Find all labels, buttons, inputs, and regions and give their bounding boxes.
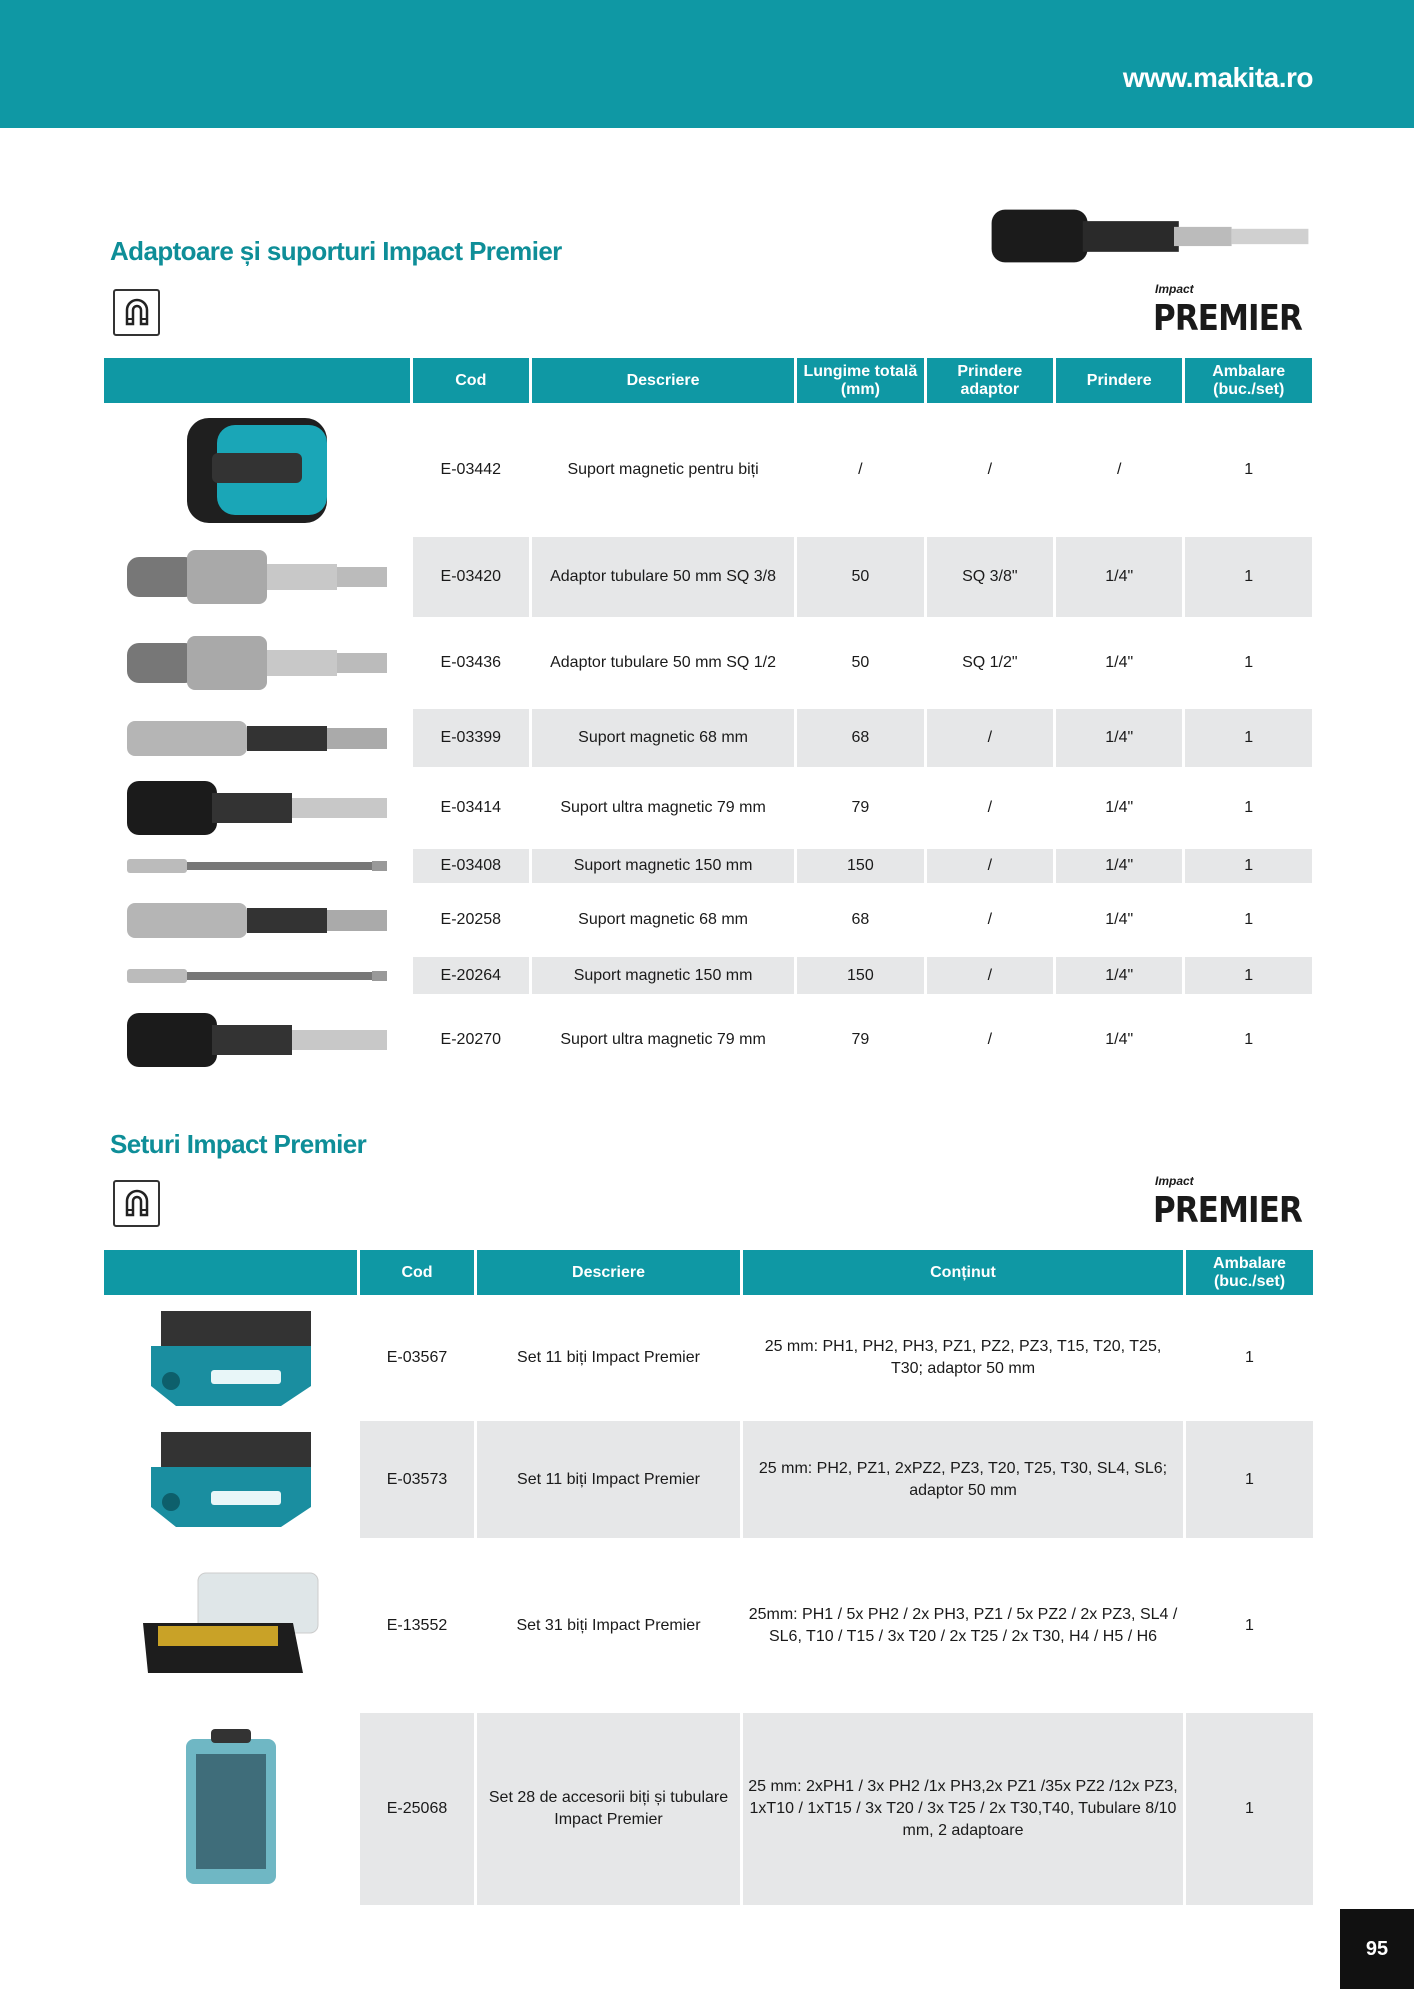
product-image-cell xyxy=(104,849,410,883)
impact-premier-logo: Impact PREMIER xyxy=(1153,1174,1302,1231)
sets-table xyxy=(101,1246,1316,1909)
cell-cod: E-03567 xyxy=(386,1349,448,1366)
col-continut: Conținut xyxy=(743,1250,1183,1295)
table-row xyxy=(104,621,1312,705)
cell-ambalare: 1 xyxy=(1245,1616,1254,1634)
cell-ambalare: 1 xyxy=(1244,799,1254,816)
cell-descriere: Set 31 biți Impact Premier xyxy=(516,1616,701,1634)
col-cod: Cod xyxy=(413,358,529,403)
cell-continut: 25 mm: PH1, PH2, PH3, PZ1, PZ2, PZ3, T15, T20, T25, T30; adaptor 50 mm xyxy=(764,1338,1162,1377)
cell-descriere: Set 11 biți Impact Premier xyxy=(517,1349,700,1366)
cell-lungime: 79 xyxy=(851,799,870,816)
cell-prindere: 1/4" xyxy=(1056,709,1182,767)
cell-lungime: / xyxy=(858,461,863,478)
cell-descriere: Suport ultra magnetic 79 mm xyxy=(560,1031,766,1048)
cell-prindere_adaptor: SQ 1/2" xyxy=(962,654,1018,671)
cell-descriere: Suport magnetic 68 mm xyxy=(532,709,794,767)
cell-prindere: 1/4" xyxy=(1105,1031,1134,1048)
magnet-icon xyxy=(113,1180,160,1227)
table-row xyxy=(104,849,1312,883)
website-link[interactable]: www.makita.ro xyxy=(1122,62,1313,93)
product-image-cell xyxy=(104,1421,357,1538)
col-ambalare: Ambalare (buc./set) xyxy=(1186,1250,1313,1295)
cell-cod: E-03573 xyxy=(360,1421,474,1538)
cell-prindere_adaptor: / xyxy=(927,849,1053,883)
cell-descriere: Suport ultra magnetic 79 mm xyxy=(560,799,766,816)
cell-ambalare: 1 xyxy=(1244,654,1254,671)
col-ambalare: Ambalare (buc./set) xyxy=(1185,358,1312,403)
cell-cod: E-20258 xyxy=(440,911,502,928)
magnetic-holder-image xyxy=(182,413,332,528)
product-image-cell xyxy=(104,1299,357,1417)
product-image-cell xyxy=(104,1713,357,1905)
page-number: 95 xyxy=(1340,1909,1414,1989)
table-row xyxy=(104,1542,1313,1709)
cell-prindere: 1/4" xyxy=(1056,537,1182,617)
impact-premier-logo: Impact PREMIER xyxy=(1153,282,1302,339)
cell-prindere_adaptor: / xyxy=(987,799,993,816)
cell-cod: E-03436 xyxy=(440,654,502,671)
table-row xyxy=(104,1713,1313,1905)
product-image-cell xyxy=(104,537,410,617)
section-title-sets: Seturi Impact Premier xyxy=(110,1129,367,1159)
ultra-holder-hero-image xyxy=(985,200,1315,272)
product-image-cell xyxy=(104,771,410,845)
product-image-cell xyxy=(104,407,410,533)
ultra-holder-image xyxy=(127,1010,387,1070)
cell-cod: E-25068 xyxy=(360,1713,474,1905)
cell-cod: E-03399 xyxy=(413,709,529,767)
cell-lungime: 68 xyxy=(797,709,923,767)
cell-cod: E-20270 xyxy=(440,1031,502,1048)
cell-prindere_adaptor: / xyxy=(927,957,1053,994)
col-prindere: Prindere xyxy=(1056,358,1182,403)
cell-descriere: Adaptor tubulare 50 mm SQ 3/8 xyxy=(532,537,794,617)
cell-lungime: 50 xyxy=(797,537,923,617)
product-image-cell xyxy=(104,998,410,1082)
table-row xyxy=(104,887,1312,953)
product-image-cell xyxy=(104,957,410,994)
table-row xyxy=(104,957,1312,994)
cell-ambalare: 1 xyxy=(1186,1421,1313,1538)
cell-cod: E-03442 xyxy=(440,461,502,478)
magnet-icon xyxy=(113,289,160,336)
table-row xyxy=(104,537,1312,617)
cell-prindere: 1/4" xyxy=(1056,849,1182,883)
cell-cod: E-03408 xyxy=(413,849,529,883)
cell-ambalare: 1 xyxy=(1185,957,1312,994)
cell-prindere: / xyxy=(1117,461,1122,478)
col-image xyxy=(104,358,410,403)
cell-cod: E-03420 xyxy=(413,537,529,617)
cell-lungime: 50 xyxy=(851,654,870,671)
col-image xyxy=(104,1250,357,1295)
cell-descriere: Suport magnetic 150 mm xyxy=(532,849,794,883)
cell-cod: E-20264 xyxy=(413,957,529,994)
table-row xyxy=(104,407,1312,533)
cell-prindere: 1/4" xyxy=(1105,654,1134,671)
cell-ambalare: 1 xyxy=(1185,537,1312,617)
long-holder-image xyxy=(127,966,387,986)
bit-holder-image xyxy=(127,716,387,761)
cell-prindere_adaptor: / xyxy=(987,1031,993,1048)
cell-prindere_adaptor: / xyxy=(987,461,993,478)
cell-prindere_adaptor: / xyxy=(927,709,1053,767)
col-lungime: Lungime totală (mm) xyxy=(797,358,923,403)
cell-prindere: 1/4" xyxy=(1105,911,1134,928)
accessory-case-image xyxy=(181,1729,281,1889)
cell-prindere_adaptor: / xyxy=(987,911,993,928)
cell-descriere: Suport magnetic 68 mm xyxy=(578,911,748,928)
bit-set-case-image xyxy=(146,1427,316,1532)
cell-descriere: Set 11 biți Impact Premier xyxy=(477,1421,740,1538)
cell-continut: 25 mm: 2xPH1 / 3x PH2 /1x PH3,2x PZ1 /35x PZ2 /12x PZ3, 1xT10 / 1xT15 / 3x T20 / 3x T25 / 2x T30,T40, Tubulare 8/10 mm, 2 adaptoare xyxy=(743,1713,1183,1905)
socket-adapter-image xyxy=(127,628,387,698)
table-row xyxy=(104,998,1312,1082)
table-row xyxy=(104,709,1312,767)
socket-adapter-image xyxy=(127,542,387,612)
cell-prindere_adaptor: SQ 3/8" xyxy=(927,537,1053,617)
table-row xyxy=(104,1421,1313,1538)
cell-lungime: 68 xyxy=(851,911,870,928)
cell-continut: 25 mm: PH2, PZ1, 2xPZ2, PZ3, T20, T25, T30, SL4, SL6; adaptor 50 mm xyxy=(743,1421,1183,1538)
bit-holder-image xyxy=(127,898,387,943)
cell-ambalare: 1 xyxy=(1185,709,1312,767)
col-descriere: Descriere xyxy=(532,358,794,403)
ultra-holder-image xyxy=(127,778,387,838)
cell-descriere: Suport magnetic pentru biți xyxy=(567,461,759,478)
cell-descriere: Adaptor tubulare 50 mm SQ 1/2 xyxy=(550,654,777,671)
cell-descriere: Suport magnetic 150 mm xyxy=(532,957,794,994)
cell-ambalare: 1 xyxy=(1244,461,1254,478)
cell-continut: 25mm: PH1 / 5x PH2 / 2x PH3, PZ1 / 5x PZ2 / 2x PZ3, SL4 / SL6, T10 / T15 / 3x T20 / 2x T25 / 2x T30, H4 / H5 / H6 xyxy=(748,1605,1178,1645)
col-cod: Cod xyxy=(360,1250,474,1295)
cell-prindere: 1/4" xyxy=(1056,957,1182,994)
bit-set-case-image xyxy=(146,1306,316,1411)
cell-lungime: 150 xyxy=(797,957,923,994)
cell-ambalare: 1 xyxy=(1185,849,1312,883)
table-row xyxy=(104,771,1312,845)
cell-lungime: 150 xyxy=(797,849,923,883)
product-image-cell xyxy=(104,1542,357,1709)
cell-lungime: 79 xyxy=(851,1031,870,1048)
adapters-table xyxy=(101,354,1315,1086)
product-image-cell xyxy=(104,887,410,953)
col-prindere-adaptor: Prindere adaptor xyxy=(927,358,1053,403)
bit-box-image xyxy=(138,1568,323,1683)
cell-cod: E-03414 xyxy=(440,799,502,816)
col-descriere: Descriere xyxy=(477,1250,740,1295)
header-bar xyxy=(0,0,1414,128)
cell-ambalare: 1 xyxy=(1244,911,1254,928)
long-holder-image xyxy=(127,856,387,876)
cell-prindere: 1/4" xyxy=(1105,799,1134,816)
table-row xyxy=(104,1299,1313,1417)
cell-ambalare: 1 xyxy=(1186,1713,1313,1905)
cell-ambalare: 1 xyxy=(1244,1031,1254,1048)
cell-cod: E-13552 xyxy=(386,1616,448,1634)
cell-ambalare: 1 xyxy=(1245,1349,1254,1366)
product-image-cell xyxy=(104,621,410,705)
cell-descriere: Set 28 de accesorii biți și tubulare Impact Premier xyxy=(477,1713,740,1905)
product-image-cell xyxy=(104,709,410,767)
section-title-adapters: Adaptoare și suporturi Impact Premier xyxy=(110,236,562,266)
